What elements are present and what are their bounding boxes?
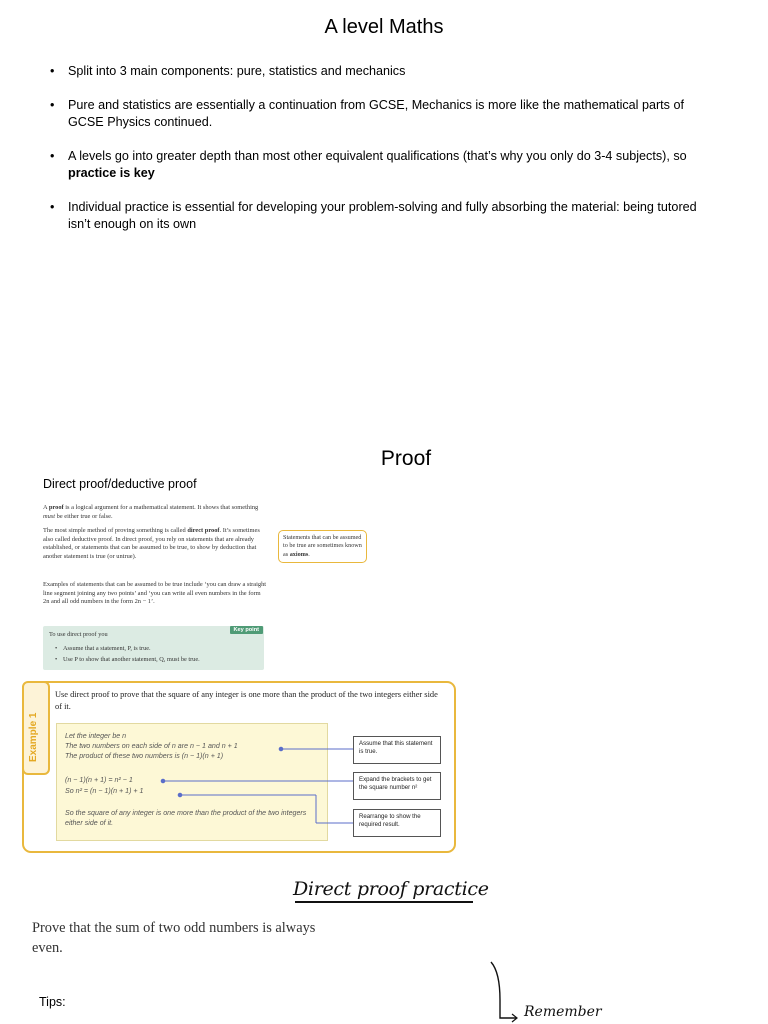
- working-line: Let the integer be n: [65, 732, 127, 740]
- proof-title: Proof: [380, 447, 432, 470]
- working-line: The product of these two numbers is (n − 1)(n + 1): [65, 752, 224, 760]
- bullet-item: • Individual practice is essential for developing your problem-solving and fully absorbing the material: being tutored isn’t enough on its own: [50, 199, 710, 233]
- slide-title: A level Maths: [324, 16, 444, 38]
- working-line: So the square of any integer is one more than the product of the two integers either side of it.: [65, 809, 307, 827]
- annotation-note: Rearrange to show the required result.: [353, 809, 441, 837]
- textbook-paragraph: Examples of statements that can be assumed to be true include ‘you can draw a straight line segment joining any two points’ and ‘you can write all even numbers in the form 2n and all odd numbers in the form 2n − 1’.: [43, 581, 267, 606]
- margin-note-axioms: Statements that can be assumed to be true are sometimes known as axioms.: [278, 530, 367, 563]
- working-line: (n − 1)(n + 1) = n² − 1: [65, 776, 133, 784]
- bullet-text: A levels go into greater depth than most other equivalent qualifications (that’s why you only do 3-4 subjects), so: [68, 149, 687, 163]
- bullet-emphasis: practice is key: [68, 166, 155, 180]
- key-point-heading: To use direct proof you: [49, 631, 108, 638]
- annotation-note: Expand the brackets to get the square number n²: [353, 772, 441, 800]
- bullet-item: • Pure and statistics are essentially a continuation from GCSE, Mechanics is more like the mathematical parts of GCSE Physics continued.: [50, 97, 710, 131]
- practice-question: Prove that the sum of two odd numbers is always even.: [32, 920, 316, 956]
- section-subheading: Direct proof/deductive proof: [43, 477, 197, 491]
- key-point-tag: Key point: [230, 626, 263, 634]
- key-point-item: • Assume that a statement, P, is true.: [63, 643, 200, 654]
- key-point-item: • Use P to show that another statement, Q, must be true.: [63, 654, 200, 665]
- example-label: Example 1: [28, 712, 39, 762]
- handwritten-remember: Remember: [524, 1004, 602, 1020]
- practice-heading: Direct proof practice: [293, 878, 489, 900]
- tips-label: Tips:: [39, 995, 66, 1009]
- textbook-paragraph: The most simple method of proving something is called direct proof. It’s sometimes also called deductive proof. In direct proof, you rely on statements that are already established, or statements that can be assumed to be true, to show by deduction that another statement is true (or untrue).: [43, 527, 260, 560]
- example-question: Use direct proof to prove that the square of any integer is one more than the product of the two integers either side of it.: [55, 690, 438, 711]
- working-line: So n² = (n − 1)(n + 1) + 1: [65, 787, 144, 795]
- bullet-item: • Split into 3 main components: pure, statistics and mechanics: [50, 63, 710, 80]
- annotation-note: Assume that this statement is true.: [353, 736, 441, 764]
- working-line: The two numbers on each side of n are n − 1 and n + 1: [65, 742, 238, 750]
- textbook-paragraph: A proof is a logical argument for a mathematical statement. It shows that something must be either true or false.: [43, 504, 259, 520]
